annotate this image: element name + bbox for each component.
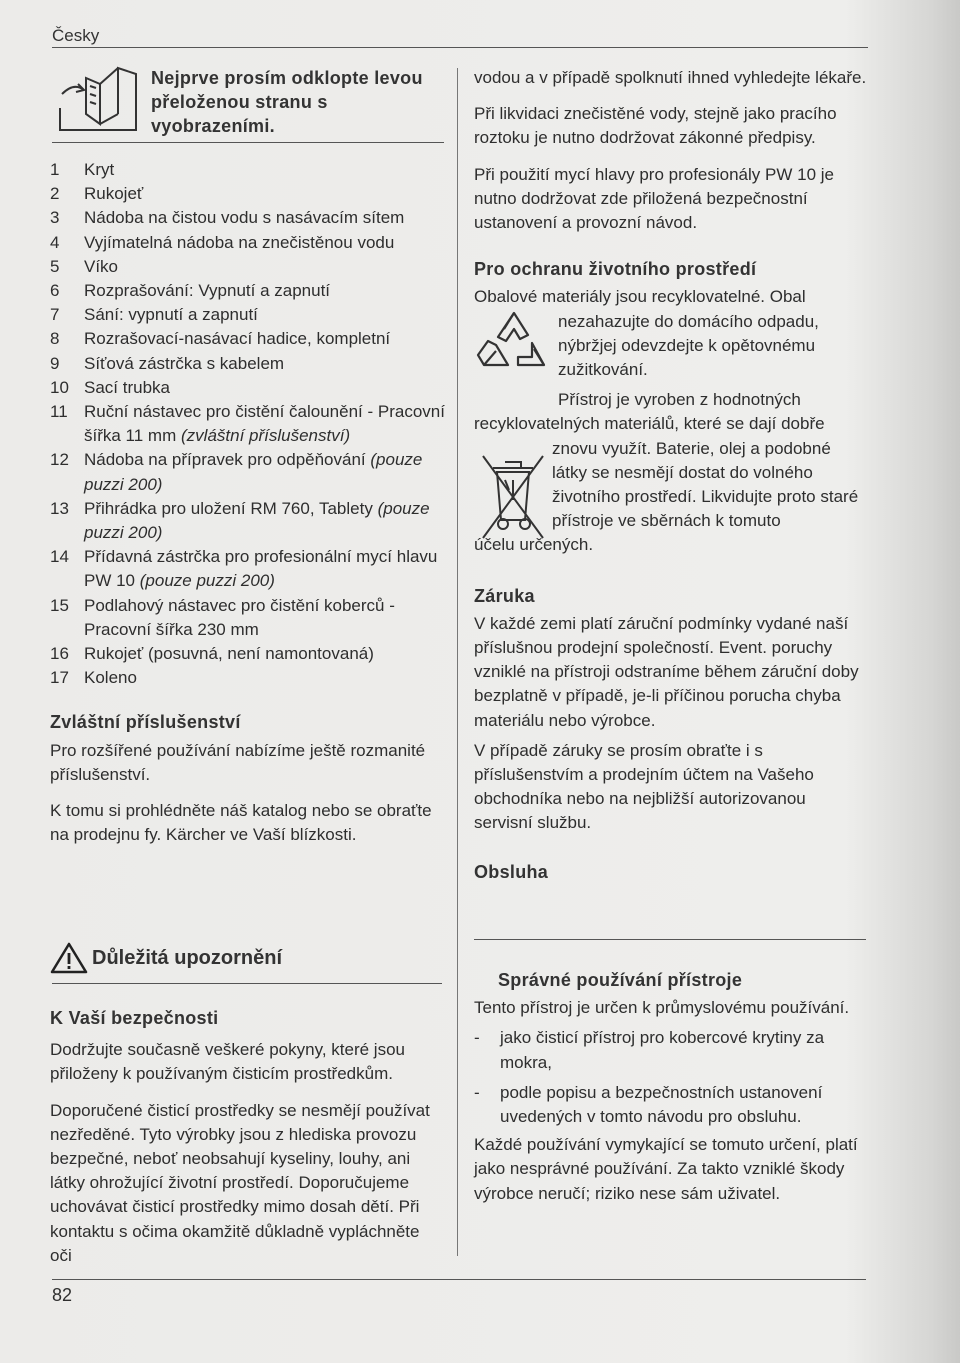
accessories-text-2: K tomu si prohlédněte náš katalog nebo se obraťte na prodejnu fy. Kärcher ve Vaší blízkosti. bbox=[50, 801, 432, 845]
part-item bbox=[50, 666, 445, 690]
part-number: 5 bbox=[50, 256, 60, 276]
disposal-text: Při likvidaci znečistěné vody, stejně jako pracího roztoku je nutno dodržovat zákonné předpisy. bbox=[474, 104, 837, 148]
part-item bbox=[50, 448, 445, 496]
environment-section bbox=[474, 285, 869, 557]
part-label: Podlahový nástavec pro čistění koberců - Pracovní šířka 230 mm bbox=[84, 595, 395, 639]
environment-text-2-lead: Přístroj je vyroben z hodnotných bbox=[558, 390, 801, 410]
warranty-heading: Záruka bbox=[474, 585, 535, 606]
usage-bullet: - jako čisticí přístroj pro kobercové krytiny za mokra, bbox=[474, 1028, 825, 1072]
part-note: (pouze puzzi 200) bbox=[139, 571, 275, 591]
part-label: Sací trubka bbox=[84, 377, 170, 397]
environment-text-2-line: recyklovatelných materiálů, které se dají dobře bbox=[474, 414, 825, 434]
part-label: Nádoba na čistou vodu s nasávacím sítem bbox=[84, 208, 405, 228]
part-item bbox=[50, 255, 445, 279]
warranty-text-1: V každé zemi platí záruční podmínky vydané naší příslušnou prodejní společností. Event. poruchy vzniklé na přístroji odstraníme během záruční doby bezplatně v případě, je-li příčinou porucha chyba materiálu nebo výrobce. bbox=[474, 613, 859, 730]
column-divider bbox=[457, 68, 458, 1256]
usage-section bbox=[474, 968, 869, 1206]
warning-triangle-icon bbox=[50, 942, 88, 974]
safety-text-2: Doporučené čisticí prostředky se nesmějí používat nezředěné. Tyto výrobky jsou z hlediska provozu bezpečné, neboť neobsahují kyseliny, louhy, ani látky ohrožující životní prostředí. Doporučujeme uchovávat čisticí prostředky mimo dosah dětí. Při kontaktu s očima okamžitě důkladně vypláchněte oči bbox=[50, 1100, 430, 1265]
part-number: 16 bbox=[50, 644, 69, 664]
part-item bbox=[50, 594, 445, 642]
part-number: 12 bbox=[50, 450, 69, 470]
part-label: Rukojeť bbox=[84, 184, 144, 204]
right-column bbox=[474, 66, 869, 884]
part-item bbox=[50, 400, 445, 448]
part-item bbox=[50, 158, 445, 182]
environment-text-1: nezahazujte do domácího odpadu, nýbržjej odevzdejte k opětovnému zužitkování. bbox=[558, 311, 819, 380]
crossed-bin-icon bbox=[479, 450, 547, 544]
part-label: Víko bbox=[84, 256, 119, 276]
part-item bbox=[50, 279, 445, 303]
environment-text-2: znovu využít. Baterie, olej a podobné látky se nesmějí dostat do volného životního prostředí. Likvidujte proto staré přístroje ve sběrnách k tomuto bbox=[552, 438, 859, 531]
part-number: 11 bbox=[50, 402, 68, 422]
part-label: Ruční nástavec pro čistění čalounění - Pracovní šířka 11 mm bbox=[84, 402, 445, 446]
part-item bbox=[50, 303, 445, 327]
parts-list bbox=[50, 158, 445, 690]
left-column bbox=[50, 158, 445, 847]
pw10-text: Při použití mycí hlavy pro profesionály PW 10 je nutno dodržovat zde přiložená bezpečnostní ustanovení a provozní návod. bbox=[474, 164, 834, 233]
part-number: 7 bbox=[50, 305, 60, 325]
part-number: 9 bbox=[50, 353, 60, 373]
language-label: Česky bbox=[52, 26, 100, 45]
usage-bullet: - podle popisu a bezpečnostních ustanovení uvedených v tomto návodu pro obsluhu. bbox=[474, 1082, 823, 1127]
part-item bbox=[50, 642, 445, 666]
environment-heading: Pro ochranu životního prostředí bbox=[474, 259, 757, 280]
part-item bbox=[50, 545, 445, 593]
safety-section bbox=[50, 1006, 445, 1268]
usage-heading: Správné používání přístroje bbox=[498, 970, 743, 990]
part-label: Síťová zástrčka s kabelem bbox=[84, 353, 285, 373]
operation-heading: Obsluha bbox=[474, 861, 549, 882]
part-number: 3 bbox=[50, 208, 60, 228]
part-note: (pouze puzzi 200) bbox=[84, 498, 430, 543]
important-heading bbox=[50, 942, 282, 974]
foldout-page-icon bbox=[56, 64, 140, 132]
part-item bbox=[50, 327, 445, 351]
part-number: 17 bbox=[50, 668, 69, 688]
part-item bbox=[50, 231, 445, 255]
safety-text-1: Dodržujte současně veškeré pokyny, které jsou přiloženy k používaným čisticím prostředkům. bbox=[50, 1040, 405, 1084]
part-number: 2 bbox=[50, 184, 60, 204]
part-item bbox=[50, 206, 445, 230]
part-label: Sání: vypnutí a zapnutí bbox=[84, 305, 258, 325]
safety-heading: K Vaší bezpečnosti bbox=[50, 1008, 219, 1028]
part-label: Koleno bbox=[84, 668, 137, 688]
part-number: 10 bbox=[50, 377, 69, 397]
accessories-heading: Zvláštní příslušenství bbox=[50, 712, 241, 733]
part-item bbox=[50, 182, 445, 206]
usage-bullet-text: jako čisticí přístroj pro kobercové krytiny za mokra, bbox=[500, 1028, 825, 1072]
part-number: 8 bbox=[50, 329, 60, 349]
part-label: Nádoba na přípravek pro odpěňování bbox=[84, 450, 366, 470]
intro-instruction: Nejprve prosím odklopte levou přeloženou stranu s vyobrazeními. bbox=[151, 68, 423, 136]
environment-text-1-line1: Obalové materiály jsou recyklovatelné. Obal bbox=[474, 287, 806, 307]
part-label: Rozprašování: Vypnutí a zapnutí bbox=[84, 281, 331, 301]
part-note: (pouze puzzi 200) bbox=[84, 450, 423, 494]
usage-text-1: Tento přístroj je určen k průmyslovému používání. bbox=[474, 998, 850, 1018]
part-number: 6 bbox=[50, 281, 60, 301]
part-note: (zvláštní příslušenství) bbox=[181, 426, 351, 446]
part-item bbox=[50, 352, 445, 376]
part-number: 15 bbox=[50, 595, 69, 615]
part-item bbox=[50, 497, 445, 545]
safety-continued-text: vodou a v případě spolknutí ihned vyhledejte lékaře. bbox=[474, 68, 867, 87]
recycle-icon bbox=[474, 309, 554, 381]
part-label: Rozrašovací-nasávací hadice, kompletní bbox=[84, 329, 391, 349]
usage-text-2: Každé používání vymykající se tomuto určení, platí jako nesprávné používání. Za takto vzniklé škody výrobce neručí; riziko nese sám uživatel. bbox=[474, 1135, 858, 1203]
warranty-text-2: V případě záruky se prosím obraťte i s příslušenstvím a prodejním účtem na Vašeho obchodníka nebo na nejbližší autorizovanou servisní službu. bbox=[474, 740, 814, 833]
part-number: 14 bbox=[50, 547, 69, 567]
accessories-text-1: Pro rozšířené používání nabízíme ještě rozmanité příslušenství. bbox=[50, 740, 426, 784]
intro-rule bbox=[52, 142, 444, 143]
important-rule bbox=[52, 983, 442, 984]
page-number: 82 bbox=[52, 1285, 73, 1305]
footer-rule bbox=[52, 1279, 866, 1280]
part-label: Přihrádka pro uložení RM 760, Tablety bbox=[84, 498, 373, 518]
environment-text-2-tail: účelu určených. bbox=[474, 535, 594, 555]
part-label: Rukojeť (posuvná, není namontovaná) bbox=[84, 644, 374, 664]
part-number: 4 bbox=[50, 232, 60, 252]
part-label: Kryt bbox=[84, 160, 115, 179]
part-number: 13 bbox=[50, 498, 69, 518]
usage-bullet-text: podle popisu a bezpečnostních ustanovení uvedených v tomto návodu pro obsluhu. bbox=[500, 1082, 823, 1127]
part-label: Vyjímatelná nádoba na znečistěnou vodu bbox=[84, 232, 395, 252]
important-heading-text: Důležitá upozornění bbox=[92, 946, 282, 969]
part-item bbox=[50, 376, 445, 400]
header-rule bbox=[52, 47, 868, 48]
part-label: Přídavná zástrčka pro profesionální mycí hlavu PW 10 bbox=[84, 547, 438, 591]
operation-rule bbox=[474, 939, 866, 940]
part-number: 1 bbox=[50, 160, 60, 179]
